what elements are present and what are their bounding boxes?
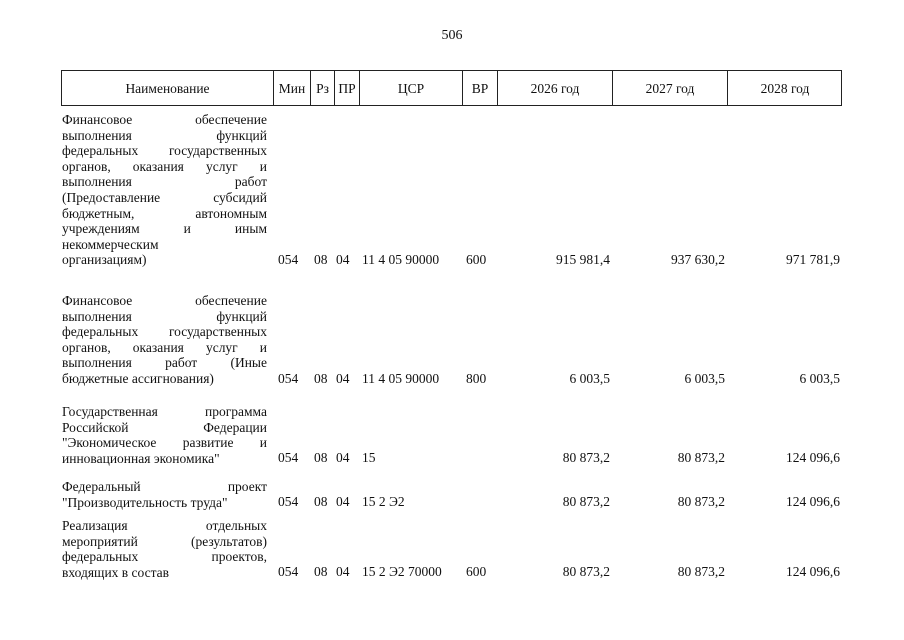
cell-rz: 08 (314, 252, 328, 267)
cell-rz: 08 (314, 494, 328, 510)
cell-min: 054 (278, 564, 299, 580)
table-header (61, 70, 842, 106)
row-name-line: мероприятий (результатов) (62, 533, 267, 549)
row-name-line: (Предоставление субсидий (62, 189, 267, 205)
cell-min: 054 (278, 370, 299, 386)
cell-csr: 11 4 05 90000 (362, 370, 440, 386)
cell-rz: 08 (314, 564, 328, 580)
row-name (62, 293, 267, 387)
row-name (62, 479, 267, 510)
cell-min: 054 (278, 450, 299, 466)
page-number: 506 (441, 28, 463, 43)
cell-csr: 15 2 Э2 70000 (362, 564, 442, 580)
cell-pr: 04 (336, 494, 350, 510)
cell-pr: 04 (336, 370, 350, 386)
cell-y2027: 937 630,2 (671, 252, 725, 267)
row-name-line: федеральных проектов, (62, 549, 267, 565)
row-name (62, 404, 267, 466)
row-name-line: выполнения работ (Иные (62, 355, 267, 371)
cell-csr: 11 4 05 90000 (362, 252, 440, 267)
row-name-line: бюджетные ассигнования) (62, 370, 214, 386)
row-name-line: входящих в состав (62, 564, 170, 580)
cell-y2027: 80 873,2 (677, 564, 725, 580)
cell-vr: 600 (466, 252, 487, 267)
cell-csr: 15 2 Э2 (362, 494, 405, 510)
header-csr: ЦСР (359, 71, 462, 105)
table-row (0, 518, 904, 580)
cell-pr: 04 (336, 252, 350, 267)
row-name-line: "Экономическое развитие и (62, 435, 267, 451)
cell-csr: 15 (362, 450, 376, 466)
table-row (0, 293, 904, 387)
cell-y2028: 124 096,6 (786, 494, 840, 510)
cell-vr: 800 (466, 370, 487, 386)
row-name-line: Федеральный проект (62, 479, 267, 494)
row-name-line: выполнения работ (62, 174, 267, 190)
row-name-line: органов, оказания услуг и (62, 339, 267, 355)
cell-y2026: 915 981,4 (556, 252, 610, 267)
cell-pr: 04 (336, 564, 350, 580)
cell-rz: 08 (314, 450, 328, 466)
row-name-line: федеральных государственных (62, 324, 267, 340)
row-name-line: учреждениям и иным (62, 221, 267, 237)
cell-pr: 04 (336, 450, 350, 466)
header-rz: Рз (310, 71, 334, 105)
table-row (0, 479, 904, 510)
cell-min: 054 (278, 494, 299, 510)
row-name-line: Российской Федерации (62, 419, 267, 435)
cell-y2026: 6 003,5 (569, 370, 610, 386)
row-name-line: инновационная экономика" (62, 450, 220, 466)
row-name (62, 112, 267, 268)
cell-vr: 600 (466, 564, 487, 580)
cell-y2028: 971 781,9 (786, 252, 840, 267)
cell-y2026: 80 873,2 (562, 564, 610, 580)
header-2026: 2026 год (497, 71, 612, 105)
row-name-line: Реализация отдельных (62, 518, 267, 533)
row-name-line: бюджетным, автономным (62, 205, 267, 221)
header-2028: 2028 год (727, 71, 842, 105)
header-name: Наименование (125, 81, 210, 96)
row-name-line: Финансовое обеспечение (62, 293, 267, 308)
row-name-line: Финансовое обеспечение (62, 112, 267, 127)
row-name-line: Государственная программа (62, 404, 267, 419)
header-vr: ВР (462, 71, 497, 105)
table-row (0, 112, 904, 268)
row-name-line: выполнения функций (62, 127, 267, 143)
cell-rz: 08 (314, 370, 328, 386)
header-pr: ПР (334, 71, 359, 105)
cell-min: 054 (278, 252, 299, 267)
cell-y2027: 80 873,2 (677, 494, 725, 510)
header-2027: 2027 год (612, 71, 727, 105)
header-min: Мин (273, 71, 310, 105)
row-name-line: органов, оказания услуг и (62, 158, 267, 174)
table-row (0, 404, 904, 466)
row-name-line: некоммерческим (62, 236, 159, 252)
row-name-line: федеральных государственных (62, 143, 267, 159)
row-name-line: "Производительность труда" (62, 494, 228, 510)
cell-y2027: 6 003,5 (684, 370, 725, 386)
cell-y2026: 80 873,2 (562, 450, 610, 466)
row-name (62, 518, 267, 580)
row-name-line: организациям) (62, 252, 147, 268)
cell-y2028: 6 003,5 (799, 370, 840, 386)
cell-y2026: 80 873,2 (562, 494, 610, 510)
row-name-line: выполнения функций (62, 308, 267, 324)
cell-y2027: 80 873,2 (677, 450, 725, 466)
cell-y2028: 124 096,6 (786, 564, 840, 580)
cell-y2028: 124 096,6 (786, 450, 840, 466)
